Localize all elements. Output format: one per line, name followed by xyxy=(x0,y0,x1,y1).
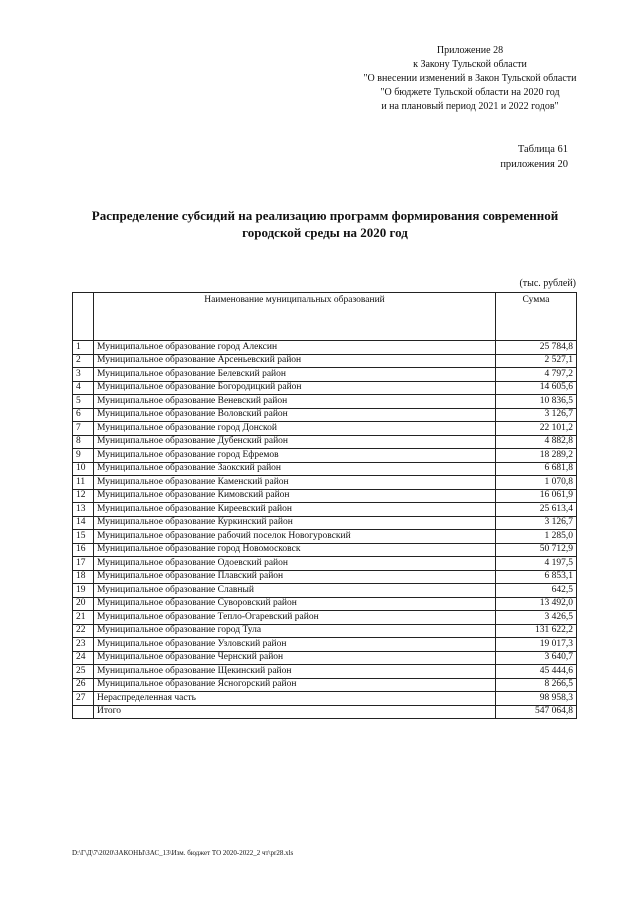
row-number: 1 xyxy=(73,341,94,355)
table-row xyxy=(73,476,577,490)
municipality-name: Муниципальное образование город Новомосковск xyxy=(94,543,496,557)
table-number: Таблица 61 xyxy=(517,144,568,155)
subsidy-amount: 3 126,7 xyxy=(496,408,577,422)
table-row xyxy=(73,543,577,557)
municipality-name: Муниципальное образование Воловский район xyxy=(94,408,496,422)
row-number: 12 xyxy=(73,489,94,503)
table-row xyxy=(73,395,577,409)
subsidy-amount: 4 197,5 xyxy=(496,557,577,571)
table-row xyxy=(73,449,577,463)
subsidy-amount: 1 285,0 xyxy=(496,530,577,544)
municipality-name: Муниципальное образование Одоевский район xyxy=(94,557,496,571)
municipality-name: Муниципальное образование Чернский район xyxy=(94,651,496,665)
table-row xyxy=(73,435,577,449)
row-number: 15 xyxy=(73,530,94,544)
table-row xyxy=(73,503,577,517)
table-row xyxy=(73,516,577,530)
subsidy-amount: 18 289,2 xyxy=(496,449,577,463)
header-line: Приложение 28 xyxy=(436,45,504,56)
subsidy-amount: 50 712,9 xyxy=(496,543,577,557)
units-label: (тыс. рублей) xyxy=(519,278,576,289)
subsidy-amount: 3 640,7 xyxy=(496,651,577,665)
row-number: 10 xyxy=(73,462,94,476)
subsidy-amount: 642,5 xyxy=(496,584,577,598)
file-path-footer: D:\Г\Д\7\2020\ЗАКОНЫ\ЗАС_13\Изм. бюджет ТО 2020-2022_2 чт\pr28.xls xyxy=(72,849,294,857)
table-row xyxy=(73,611,577,625)
header-line: "О бюджете Тульской области на 2020 год xyxy=(380,87,560,98)
total-row xyxy=(73,705,577,719)
row-number: 2 xyxy=(73,354,94,368)
municipality-name: Муниципальное образование город Донской xyxy=(94,422,496,436)
table-row xyxy=(73,368,577,382)
row-number: 22 xyxy=(73,624,94,638)
subsidy-amount: 19 017,3 xyxy=(496,638,577,652)
table-row xyxy=(73,422,577,436)
row-number: 26 xyxy=(73,678,94,692)
row-number: 19 xyxy=(73,584,94,598)
subsidy-amount: 8 266,5 xyxy=(496,678,577,692)
subsidy-amount: 14 605,6 xyxy=(496,381,577,395)
table-row xyxy=(73,678,577,692)
table-row xyxy=(73,584,577,598)
municipality-name: Муниципальное образование город Тула xyxy=(94,624,496,638)
row-number: 13 xyxy=(73,503,94,517)
table-row xyxy=(73,597,577,611)
appendix-number: приложения 20 xyxy=(500,159,568,170)
municipality-name: Нераспределенная часть xyxy=(94,692,496,706)
table-row xyxy=(73,557,577,571)
table-row xyxy=(73,692,577,706)
subsidy-amount: 16 061,9 xyxy=(496,489,577,503)
total-num-cell xyxy=(73,705,94,719)
table-row xyxy=(73,408,577,422)
subsidy-amount: 6 681,8 xyxy=(496,462,577,476)
appendix-header xyxy=(340,44,600,114)
municipality-name: Муниципальное образование рабочий поселок Новогуровский xyxy=(94,530,496,544)
row-number: 20 xyxy=(73,597,94,611)
row-number: 18 xyxy=(73,570,94,584)
table-row xyxy=(73,570,577,584)
subsidy-amount: 45 444,6 xyxy=(496,665,577,679)
municipality-name: Муниципальное образование Белевский район xyxy=(94,368,496,382)
table-row xyxy=(73,489,577,503)
municipality-name: Муниципальное образование город Алексин xyxy=(94,341,496,355)
table-row xyxy=(73,530,577,544)
table-row xyxy=(73,354,577,368)
subsidy-amount: 3 126,7 xyxy=(496,516,577,530)
title-line: Распределение субсидий на реализацию программ формирования современной xyxy=(91,208,559,223)
row-number: 16 xyxy=(73,543,94,557)
row-number: 25 xyxy=(73,665,94,679)
document-title xyxy=(80,207,570,241)
row-number: 5 xyxy=(73,395,94,409)
municipality-name: Муниципальное образование Плавский район xyxy=(94,570,496,584)
subsidy-amount: 3 426,5 xyxy=(496,611,577,625)
municipality-name: Муниципальное образование Дубенский район xyxy=(94,435,496,449)
subsidy-amount: 2 527,1 xyxy=(496,354,577,368)
total-label: Итого xyxy=(94,705,496,719)
subsidy-amount: 6 853,1 xyxy=(496,570,577,584)
table-row xyxy=(73,624,577,638)
subsidy-amount: 22 101,2 xyxy=(496,422,577,436)
subsidy-amount: 131 622,2 xyxy=(496,624,577,638)
row-number: 23 xyxy=(73,638,94,652)
subsidy-amount: 25 784,8 xyxy=(496,341,577,355)
row-number: 17 xyxy=(73,557,94,571)
header-sum-cell: Сумма xyxy=(496,293,577,341)
table-row xyxy=(73,651,577,665)
municipality-name: Муниципальное образование Суворовский район xyxy=(94,597,496,611)
title-line: городской среды на 2020 год xyxy=(242,225,408,240)
subsidy-amount: 13 492,0 xyxy=(496,597,577,611)
row-number: 14 xyxy=(73,516,94,530)
subsidy-amount: 1 070,8 xyxy=(496,476,577,490)
header-name-cell: Наименование муниципальных образований xyxy=(94,293,496,341)
subsidy-amount: 4 882,8 xyxy=(496,435,577,449)
row-number: 9 xyxy=(73,449,94,463)
row-number: 24 xyxy=(73,651,94,665)
municipality-name: Муниципальное образование Ясногорский район xyxy=(94,678,496,692)
row-number: 8 xyxy=(73,435,94,449)
row-number: 6 xyxy=(73,408,94,422)
subsidy-amount: 25 613,4 xyxy=(496,503,577,517)
municipality-name: Муниципальное образование Тепло-Огаревский район xyxy=(94,611,496,625)
municipality-name: Муниципальное образование Куркинский район xyxy=(94,516,496,530)
table-row xyxy=(73,462,577,476)
table-row xyxy=(73,381,577,395)
municipality-name: Муниципальное образование Богородицкий район xyxy=(94,381,496,395)
subsidy-amount: 98 958,3 xyxy=(496,692,577,706)
municipality-name: Муниципальное образование Каменский район xyxy=(94,476,496,490)
subsidy-amount: 10 836,5 xyxy=(496,395,577,409)
municipality-name: Муниципальное образование город Ефремов xyxy=(94,449,496,463)
municipality-name: Муниципальное образование Веневский район xyxy=(94,395,496,409)
municipality-name: Муниципальное образование Киреевский район xyxy=(94,503,496,517)
header-num-cell xyxy=(73,293,94,341)
municipality-name: Муниципальное образование Арсеньевский район xyxy=(94,354,496,368)
table-row xyxy=(73,341,577,355)
municipality-name: Муниципальное образование Кимовский район xyxy=(94,489,496,503)
table-reference xyxy=(500,142,568,172)
municipality-name: Муниципальное образование Щекинский район xyxy=(94,665,496,679)
row-number: 11 xyxy=(73,476,94,490)
header-line: и на плановый период 2021 и 2022 годов" xyxy=(381,101,559,112)
row-number: 3 xyxy=(73,368,94,382)
row-number: 7 xyxy=(73,422,94,436)
table-row xyxy=(73,665,577,679)
municipality-name: Муниципальное образование Славный xyxy=(94,584,496,598)
row-number: 27 xyxy=(73,692,94,706)
header-line: к Закону Тульской области xyxy=(413,59,527,70)
subsidy-amount: 4 797,2 xyxy=(496,368,577,382)
row-number: 4 xyxy=(73,381,94,395)
table-header-row xyxy=(73,293,577,341)
row-number: 21 xyxy=(73,611,94,625)
total-amount: 547 064,8 xyxy=(496,705,577,719)
municipality-name: Муниципальное образование Узловский район xyxy=(94,638,496,652)
municipality-name: Муниципальное образование Заокский район xyxy=(94,462,496,476)
subsidy-table xyxy=(72,292,577,719)
table-row xyxy=(73,638,577,652)
header-line: "О внесении изменений в Закон Тульской области xyxy=(363,73,577,84)
